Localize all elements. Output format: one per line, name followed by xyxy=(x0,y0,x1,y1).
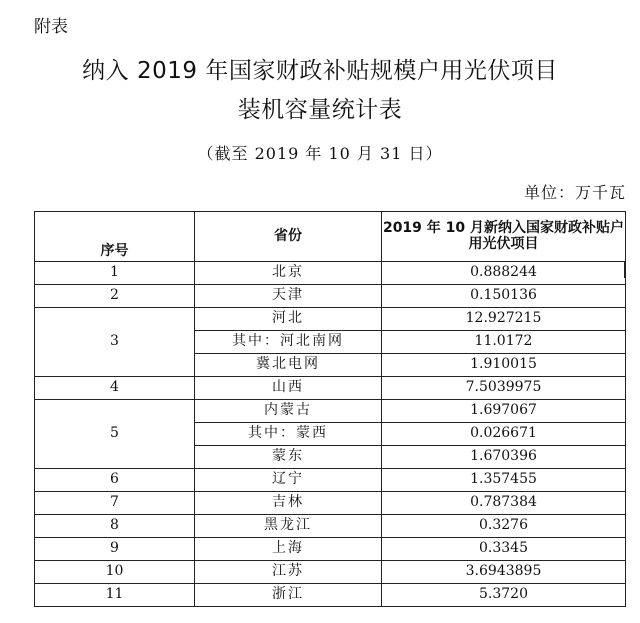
scan-mark xyxy=(624,262,626,278)
row-no: 8 xyxy=(35,515,195,538)
row-province: 辽宁 xyxy=(195,469,382,492)
row-capacity: 0.026671 xyxy=(382,423,626,446)
table-row xyxy=(35,492,626,515)
table-row xyxy=(35,561,626,584)
row-province: 其中：河北南网 xyxy=(195,331,382,354)
row-capacity: 5.3720 xyxy=(382,584,626,607)
row-capacity: 3.6943895 xyxy=(382,561,626,584)
row-province: 天津 xyxy=(195,285,382,308)
row-province: 蒙东 xyxy=(195,446,382,469)
table-row xyxy=(35,262,626,285)
appendix-label: 附表 xyxy=(34,17,68,37)
row-province: 内蒙古 xyxy=(195,400,382,423)
row-capacity: 1.670396 xyxy=(382,446,626,469)
row-no: 3 xyxy=(35,308,195,377)
table-header-row xyxy=(35,212,626,262)
table-row xyxy=(35,285,626,308)
table-row xyxy=(35,538,626,561)
row-no: 4 xyxy=(35,377,195,400)
row-no: 5 xyxy=(35,400,195,469)
header-province: 省份 xyxy=(195,212,382,262)
date-subtitle: （截至 2019 年 10 月 31 日） xyxy=(197,144,443,163)
title-line-2: 装机容量统计表 xyxy=(237,97,403,123)
row-province: 北京 xyxy=(195,262,382,285)
row-capacity: 12.927215 xyxy=(382,308,626,331)
row-no: 6 xyxy=(35,469,195,492)
row-province: 江苏 xyxy=(195,561,382,584)
row-province: 其中：蒙西 xyxy=(195,423,382,446)
row-capacity: 1.697067 xyxy=(382,400,626,423)
row-no: 1 xyxy=(35,262,195,285)
row-province: 吉林 xyxy=(195,492,382,515)
row-capacity: 0.888244 xyxy=(382,262,626,285)
table-row xyxy=(35,584,626,607)
row-capacity: 1.357455 xyxy=(382,469,626,492)
table-row xyxy=(35,308,626,331)
table-row xyxy=(35,400,626,423)
capacity-table xyxy=(34,211,626,607)
row-no: 7 xyxy=(35,492,195,515)
row-province: 黑龙江 xyxy=(195,515,382,538)
row-no: 10 xyxy=(35,561,195,584)
table-row xyxy=(35,377,626,400)
row-capacity: 11.0172 xyxy=(382,331,626,354)
table-row xyxy=(35,515,626,538)
row-capacity: 0.787384 xyxy=(382,492,626,515)
row-province: 山西 xyxy=(195,377,382,400)
header-capacity: 2019 年 10 月新纳入国家财政补贴户用光伏项目 xyxy=(382,212,626,262)
row-no: 9 xyxy=(35,538,195,561)
header-no: 序号 xyxy=(35,212,195,262)
row-province: 冀北电网 xyxy=(195,354,382,377)
row-capacity: 1.910015 xyxy=(382,354,626,377)
row-capacity: 0.150136 xyxy=(382,285,626,308)
row-no: 2 xyxy=(35,285,195,308)
table-row xyxy=(35,469,626,492)
row-province: 浙江 xyxy=(195,584,382,607)
row-province: 上海 xyxy=(195,538,382,561)
unit-label: 单位：万千瓦 xyxy=(523,183,626,202)
row-province: 河北 xyxy=(195,308,382,331)
title-line-1: 纳入 2019 年国家财政补贴规模户用光伏项目 xyxy=(82,58,558,84)
row-no: 11 xyxy=(35,584,195,607)
row-capacity: 0.3276 xyxy=(382,515,626,538)
row-capacity: 7.5039975 xyxy=(382,377,626,400)
row-capacity: 0.3345 xyxy=(382,538,626,561)
